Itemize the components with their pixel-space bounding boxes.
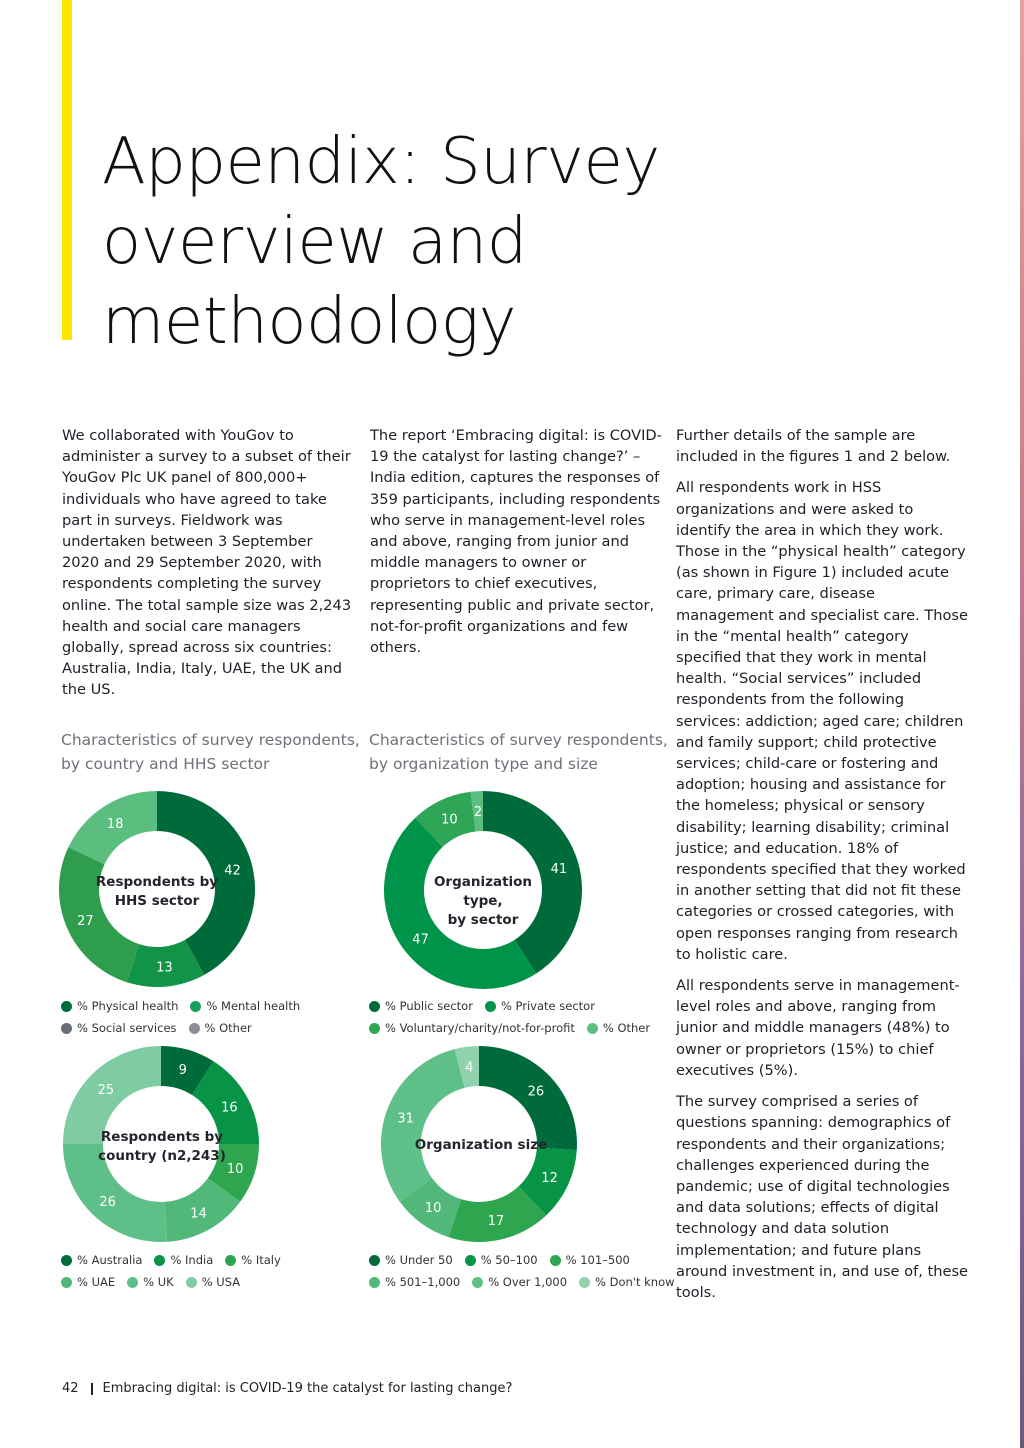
legend-organization-size bbox=[369, 1249, 675, 1293]
paragraph: We collaborated with YouGov to administer a survey to a subset of their YouGov Plc UK panel of 800,000+ individuals who have agreed to take part in surveys. Fieldwork was undertaken between 3 September 2020 and 29 September 2020, with respondents completing the survey online. The total sample size was 2,243 health and social care managers globally, spread across six countries: Australia, India, Italy, UAE, the UK and the US. bbox=[62, 427, 352, 699]
chart-center-label bbox=[410, 1136, 552, 1155]
legend-item bbox=[369, 1271, 460, 1293]
legend-label: % Public sector bbox=[385, 999, 473, 1013]
legend-label: % Italy bbox=[241, 1253, 281, 1267]
paragraph: The report ‘Embracing digital: is COVID-19 the catalyst for lasting change?’ – India edition, captures the responses of 359 participants, including respondents who serve in management-level roles and above, ranging from junior and middle managers to owner or proprietors to chief executives, representing public and private sector, not-for-profit organizations and few others. bbox=[370, 427, 662, 657]
legend-label: % Voluntary/charity/not-for-profit bbox=[385, 1021, 575, 1035]
paragraph: All respondents serve in management-level roles and above, ranging from junior and middle managers (48%) to owner or proprietors (15%) to chief executives (5%). bbox=[676, 977, 960, 1079]
footer-title: Embracing digital: is COVID-19 the catalyst for lasting change? bbox=[102, 1381, 513, 1396]
chart-heading-country-sector: Characteristics of survey respondents, by country and HHS sector bbox=[61, 731, 360, 773]
legend-row bbox=[61, 1249, 281, 1271]
title-line: Appendix: Survey bbox=[102, 125, 660, 199]
legend-swatch bbox=[587, 1023, 598, 1034]
page-title bbox=[102, 122, 742, 362]
page-footer bbox=[62, 1381, 512, 1396]
legend-label: % India bbox=[170, 1253, 214, 1267]
legend-country bbox=[61, 1249, 281, 1293]
legend-row bbox=[369, 995, 650, 1017]
data-label: 26 bbox=[527, 1084, 545, 1100]
legend-swatch bbox=[485, 1001, 496, 1012]
donut-segment-social-services bbox=[59, 847, 139, 982]
legend-item bbox=[186, 1271, 240, 1293]
legend-swatch bbox=[189, 1023, 200, 1034]
data-label: 26 bbox=[99, 1194, 116, 1210]
legend-swatch bbox=[369, 1023, 380, 1034]
chart-center-label bbox=[91, 1128, 233, 1166]
legend-item bbox=[465, 1249, 538, 1271]
data-label: 18 bbox=[106, 817, 124, 833]
title-line: overview and bbox=[102, 205, 527, 279]
legend-item bbox=[369, 1249, 453, 1271]
legend-swatch bbox=[369, 1001, 380, 1012]
data-label: 4 bbox=[465, 1060, 474, 1076]
legend-row bbox=[61, 1017, 300, 1039]
center-line: Respondents by bbox=[95, 874, 219, 890]
data-label: 16 bbox=[221, 1100, 238, 1116]
data-label: 47 bbox=[412, 932, 429, 948]
data-label: 41 bbox=[550, 861, 568, 877]
legend-item bbox=[190, 995, 300, 1017]
legend-row bbox=[61, 1271, 281, 1293]
legend-label: % Australia bbox=[77, 1253, 143, 1267]
data-label: 2 bbox=[473, 805, 483, 821]
body-column-2 bbox=[370, 425, 662, 668]
legend-row bbox=[369, 1017, 650, 1039]
legend-item bbox=[587, 1017, 650, 1039]
legend-swatch bbox=[61, 1001, 72, 1012]
title-line: methodology bbox=[102, 285, 517, 359]
legend-label: % UAE bbox=[77, 1275, 116, 1289]
legend-item bbox=[579, 1271, 674, 1293]
legend-swatch bbox=[369, 1255, 380, 1266]
legend-swatch bbox=[472, 1277, 483, 1288]
legend-item bbox=[154, 1249, 213, 1271]
footer-divider bbox=[91, 1383, 93, 1395]
legend-item bbox=[189, 1017, 252, 1039]
data-label: 10 bbox=[424, 1201, 442, 1217]
legend-hhs-sector bbox=[61, 995, 300, 1039]
legend-item bbox=[225, 1249, 281, 1271]
page-number: 42 bbox=[62, 1381, 79, 1396]
data-label: 14 bbox=[190, 1206, 207, 1222]
legend-item bbox=[61, 1017, 177, 1039]
edge-strip bbox=[1020, 0, 1024, 1448]
legend-label: % Under 50 bbox=[385, 1253, 453, 1267]
chart-center-label bbox=[413, 873, 553, 930]
legend-item bbox=[61, 1271, 115, 1293]
legend-row bbox=[369, 1271, 675, 1293]
legend-label: % Over 1,000 bbox=[488, 1275, 568, 1289]
center-line: by sector bbox=[447, 912, 519, 928]
legend-item bbox=[369, 1017, 575, 1039]
legend-item bbox=[485, 995, 595, 1017]
legend-swatch bbox=[127, 1277, 138, 1288]
data-label: 12 bbox=[541, 1171, 558, 1187]
legend-swatch bbox=[465, 1255, 476, 1266]
legend-label: % 50–100 bbox=[480, 1253, 538, 1267]
legend-organization-type bbox=[369, 995, 650, 1039]
legend-item bbox=[550, 1249, 630, 1271]
data-label: 25 bbox=[97, 1082, 115, 1098]
body-column-3 bbox=[676, 425, 972, 1313]
legend-swatch bbox=[550, 1255, 561, 1266]
legend-swatch bbox=[186, 1277, 197, 1288]
legend-label: % UK bbox=[143, 1275, 174, 1289]
legend-label: % Don't know bbox=[595, 1275, 675, 1289]
legend-row bbox=[61, 995, 300, 1017]
data-label: 17 bbox=[487, 1214, 505, 1230]
legend-swatch bbox=[190, 1001, 201, 1012]
body-column-1 bbox=[62, 425, 354, 711]
data-label: 13 bbox=[156, 960, 173, 976]
legend-label: % 501–1,000 bbox=[385, 1275, 461, 1289]
legend-label: % Social services bbox=[77, 1021, 177, 1035]
chart-center-label bbox=[87, 873, 227, 911]
legend-item bbox=[369, 995, 473, 1017]
legend-item bbox=[61, 1249, 142, 1271]
legend-label: % Other bbox=[602, 1021, 651, 1035]
data-label: 27 bbox=[77, 913, 94, 929]
legend-label: % 101–500 bbox=[565, 1253, 630, 1267]
center-line: Respondents by bbox=[100, 1129, 224, 1145]
center-line: HHS sector bbox=[114, 893, 200, 909]
chart-heading-org-type-size: Characteristics of survey respondents, by organization type and size bbox=[369, 731, 668, 773]
data-label: 31 bbox=[397, 1111, 414, 1127]
legend-label: % Physical health bbox=[77, 999, 179, 1013]
center-line: Organization size bbox=[414, 1137, 548, 1153]
legend-item bbox=[61, 995, 178, 1017]
paragraph: Further details of the sample are included in the figures 1 and 2 below. bbox=[676, 427, 951, 466]
legend-label: % Other bbox=[204, 1021, 252, 1035]
paragraph: The survey comprised a series of questions spanning: demographics of respondents and their organizations; challenges experienced during the pandemic; use of digital technologies and data solutions; effects of digital technology and data solution implementation; and future plans around investment in, and use of, these tools. bbox=[676, 1093, 969, 1301]
legend-swatch bbox=[369, 1277, 380, 1288]
paragraph: All respondents work in HSS organizations and were asked to identify the area in which they work. Those in the “physical health” category (as shown in Figure 1) included acute care, primary care, disease management and specialist care. Those in the “mental health” category specified that they work in mental health. “Social services” included respondents from the following services: addiction; aged care; children and family support; child protective services; child-care or fostering and adoption; housing and assistance for the homeless; physical or sensory disability; learning disability; criminal justice; and education. 18% of respondents specified that they worked in another setting that did not fit these categories or crossed categories, with open responses ranging from research to holistic care. bbox=[676, 479, 969, 963]
legend-swatch bbox=[579, 1277, 590, 1288]
data-label: 42 bbox=[224, 863, 241, 879]
legend-label: % Mental health bbox=[206, 999, 301, 1013]
legend-swatch bbox=[61, 1023, 72, 1034]
legend-item bbox=[127, 1271, 174, 1293]
legend-row bbox=[369, 1249, 675, 1271]
accent-bar bbox=[62, 0, 72, 340]
legend-swatch bbox=[61, 1255, 72, 1266]
center-line: Organization type, bbox=[433, 874, 533, 909]
data-label: 10 bbox=[226, 1162, 244, 1178]
legend-swatch bbox=[225, 1255, 236, 1266]
legend-item bbox=[472, 1271, 567, 1293]
legend-label: % USA bbox=[201, 1275, 241, 1289]
center-line: country (n2,243) bbox=[98, 1148, 226, 1164]
legend-swatch bbox=[154, 1255, 165, 1266]
legend-swatch bbox=[61, 1277, 72, 1288]
donut-segment-over-1-000 bbox=[381, 1049, 465, 1202]
data-label: 9 bbox=[178, 1063, 187, 1079]
data-label: 10 bbox=[441, 812, 458, 828]
legend-label: % Private sector bbox=[500, 999, 595, 1013]
